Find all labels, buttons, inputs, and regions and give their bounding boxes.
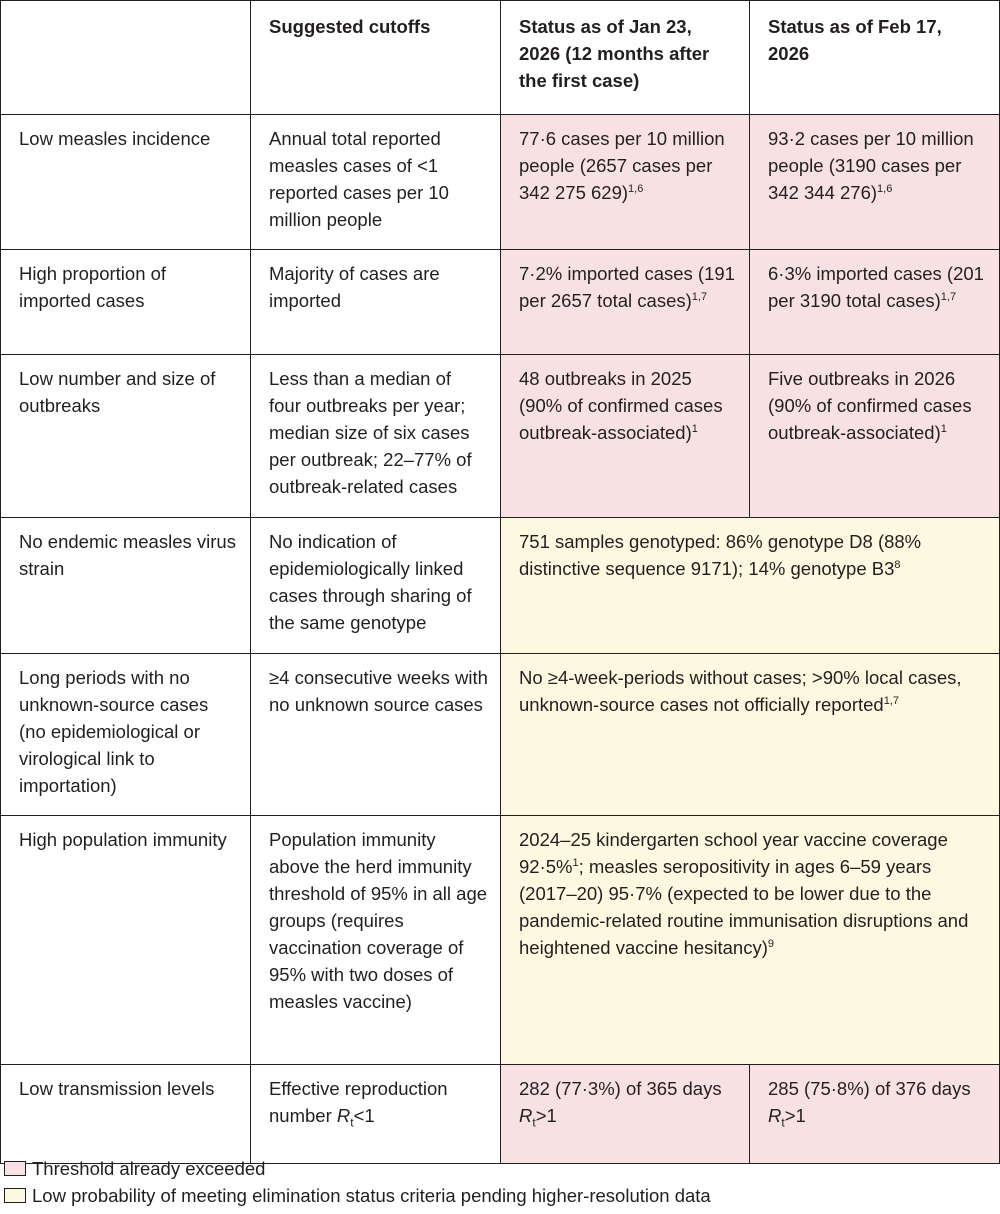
criterion-cell: High proportion of imported cases — [1, 250, 251, 355]
criterion-cell: Low number and size of outbreaks — [1, 355, 251, 518]
cutoff-text: Effective reproduction number — [269, 1078, 448, 1126]
criterion-cell: Long periods with no unknown-source cases (no epidemiological or virological link to importation) — [1, 654, 251, 816]
status-jan-text: 7·2% imported cases (191 per 2657 total cases) — [519, 263, 735, 311]
cutoff-cell: Population immunity above the herd immunity threshold of 95% in all age groups (requires vaccination coverage of 95% with two doses of measles vaccine) — [251, 816, 501, 1065]
rt-subscript: t — [532, 1115, 536, 1130]
reference-marker: 9 — [767, 938, 775, 950]
table-row — [1, 355, 1000, 518]
reference-marker: 1,7 — [940, 291, 957, 303]
legend-label-yellow: Low probability of meeting elimination status criteria pending higher-resolution data — [32, 1185, 711, 1206]
table-row — [1, 250, 1000, 355]
status-feb-cell — [750, 1065, 1000, 1164]
header-criterion — [1, 1, 251, 115]
header-row — [1, 1, 1000, 115]
table-row — [1, 518, 1000, 654]
cutoff-cell: Less than a median of four outbreaks per year; median size of six cases per outbreak; 22–77% of outbreak-related cases — [251, 355, 501, 518]
legend-label-pink: Threshold already exceeded — [32, 1158, 266, 1179]
rt-subscript: t — [350, 1115, 354, 1130]
cutoff-cell: Annual total reported measles cases of <1 reported cases per 10 million people — [251, 115, 501, 250]
yellow-swatch — [4, 1188, 26, 1203]
status-feb-text: 6·3% imported cases (201 per 3190 total cases) — [768, 263, 984, 311]
rt-subscript: t — [781, 1115, 785, 1130]
status-text: No ≥4-week-periods without cases; >90% local cases, unknown-source cases not officially reported — [519, 667, 962, 715]
header-suggested-cutoffs: Suggested cutoffs — [251, 1, 501, 115]
table-row — [1, 115, 1000, 250]
status-jan-text: 282 (77·3%) of 365 days — [519, 1078, 722, 1099]
criterion-cell: Low measles incidence — [1, 115, 251, 250]
status-jan-text: 77·6 cases per 10 million people (2657 cases per 342 275 629) — [519, 128, 725, 203]
status-merged-cell — [501, 518, 1000, 654]
rt-symbol: R — [336, 1105, 351, 1126]
status-text-a: 2024–25 kindergarten school year vaccine coverage 92·5% — [519, 829, 948, 877]
rt-symbol: R — [768, 1105, 782, 1126]
rt-symbol: R — [519, 1105, 533, 1126]
status-text: 751 samples genotyped: 86% genotype D8 (88% distinctive sequence 9171); 14% genotype B3 — [519, 531, 922, 579]
table-row — [1, 654, 1000, 816]
status-text-b: ; measles seropositivity in ages 6–59 years (2017–20) 95·7% (expected to be lower due to the pandemic-related routine immunisation disruptions and heightened vaccine hesitancy) — [519, 856, 969, 958]
cutoff-cell — [251, 1065, 501, 1164]
status-feb-cell — [750, 115, 1000, 250]
reference-marker: 1 — [940, 423, 947, 435]
rt-threshold: >1 — [784, 1105, 806, 1126]
status-jan-cell — [501, 355, 750, 518]
reference-marker: 1 — [572, 857, 579, 869]
reference-marker: 1,6 — [628, 183, 644, 195]
status-jan-cell — [501, 1065, 750, 1164]
table-row — [1, 816, 1000, 1065]
criterion-cell: High population immunity — [1, 816, 251, 1065]
cutoff-cell: No indication of epidemiologically linked cases through sharing of the same genotype — [251, 518, 501, 654]
status-merged-cell — [501, 654, 1000, 816]
reference-marker: 8 — [894, 559, 901, 571]
cutoff-threshold: <1 — [353, 1105, 375, 1126]
status-feb-text: 285 (75·8%) of 376 days — [768, 1078, 971, 1099]
status-jan-cell — [501, 250, 750, 355]
status-feb-cell — [750, 250, 1000, 355]
criterion-cell: Low transmission levels — [1, 1065, 251, 1164]
status-feb-cell — [750, 355, 1000, 518]
table-row — [1, 1065, 1000, 1164]
cutoff-cell: Majority of cases are imported — [251, 250, 501, 355]
cutoff-cell: ≥4 consecutive weeks with no unknown source cases — [251, 654, 501, 816]
pink-swatch — [4, 1161, 26, 1176]
reference-marker: 1,7 — [691, 291, 708, 303]
status-jan-cell — [501, 115, 750, 250]
status-feb-text: Five outbreaks in 2026 (90% of confirmed cases outbreak-associated) — [768, 368, 972, 443]
reference-marker: 1,6 — [877, 183, 893, 195]
status-feb-text: 93·2 cases per 10 million people (3190 cases per 342 344 276) — [768, 128, 974, 203]
legend-item-pink — [4, 1158, 265, 1180]
header-status-feb: Status as of Feb 17, 2026 — [750, 1, 1000, 115]
reference-marker: 1,7 — [883, 695, 900, 707]
criterion-cell: No endemic measles virus strain — [1, 518, 251, 654]
header-status-jan: Status as of Jan 23, 2026 (12 months after the first case) — [501, 1, 750, 115]
legend-item-yellow — [4, 1185, 711, 1207]
status-merged-cell — [501, 816, 1000, 1065]
reference-marker: 1 — [691, 423, 698, 435]
rt-threshold: >1 — [535, 1105, 557, 1126]
status-jan-text: 48 outbreaks in 2025 (90% of confirmed cases outbreak-associated) — [519, 368, 723, 443]
